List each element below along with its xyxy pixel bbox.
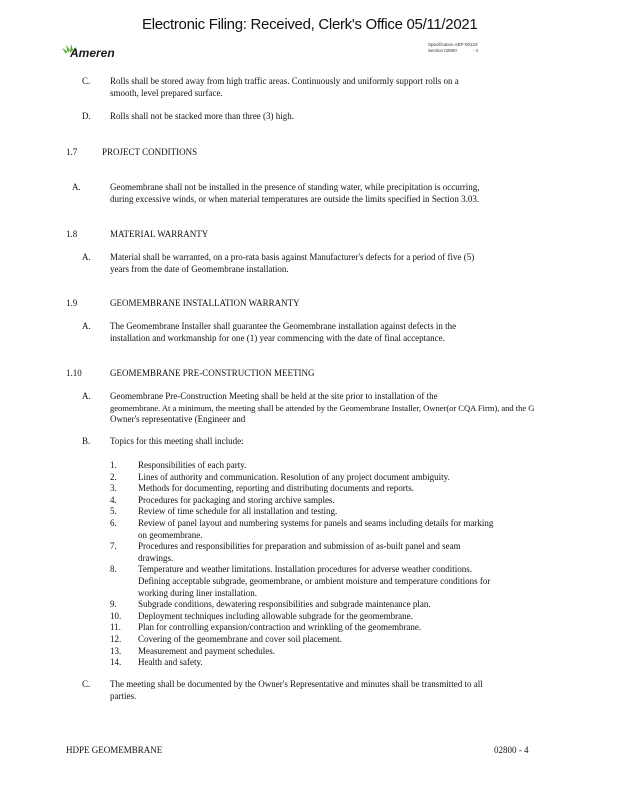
text-line: Geomembrane Pre-Construction Meeting shall be held at the site prior to installation of the: [110, 391, 438, 401]
topic-item: [138, 506, 337, 518]
topic-number: 5.: [110, 506, 117, 517]
item-text: [110, 391, 534, 426]
topic-line: Procedures for packaging and storing archive samples.: [138, 494, 335, 505]
topic-number: 10.: [110, 610, 122, 621]
item-text: [110, 76, 459, 99]
ameren-logo-text: Ameren: [70, 46, 115, 60]
section-title: MATERIAL WARRANTY: [110, 229, 209, 239]
section-title: PROJECT CONDITIONS: [102, 147, 198, 157]
item-letter: C.: [82, 679, 91, 689]
topic-line: on geomembrane.: [138, 529, 203, 540]
section-number: 1.10: [66, 368, 82, 378]
topic-item: [138, 657, 203, 669]
text-line: smooth, level prepared surface.: [110, 87, 223, 98]
topic-line: Defining acceptable subgrade, geomembrane, or ambient moisture and temperature conditions for: [138, 575, 491, 586]
footer-page-number: 02800 - 4: [494, 745, 529, 755]
topic-number: 2.: [110, 471, 117, 482]
topic-line: working during liner installation.: [138, 587, 257, 598]
topic-number: 1.: [110, 460, 117, 470]
topic-number: 7.: [110, 541, 117, 552]
topic-line: Responsibilities of each party.: [138, 460, 247, 470]
topic-line: Methods for documenting, reporting and distributing documents and reports.: [138, 483, 414, 494]
item-letter: A.: [82, 321, 91, 331]
topic-item: [138, 622, 421, 634]
topic-number: 3.: [110, 483, 117, 494]
topic-item: [138, 611, 413, 623]
topic-number: 12.: [110, 634, 122, 644]
text-line: during excessive winds, or when material temperatures are outside the limits specified in Section 3.03.: [110, 193, 480, 204]
topic-line: Deployment techniques including allowable subgrade for the geomembrane.: [138, 610, 413, 621]
item-letter: B.: [82, 436, 91, 446]
footer-title: HDPE GEOMEMBRANE: [66, 745, 163, 755]
item-letter: D.: [82, 111, 91, 121]
topic-line: Review of panel layout and numbering systems for panels and seams including details for marking: [138, 518, 494, 528]
section-number: 1.9: [66, 298, 78, 308]
topic-line: Covering of the geomembrane and cover soil placement.: [138, 634, 342, 644]
topic-line: Measurement and payment schedules.: [138, 645, 275, 656]
topic-line: Plan for controlling expansion/contraction and wrinkling of the geomembrane.: [138, 622, 422, 633]
topic-line: Lines of authority and communication. Resolution of any project document ambiguity.: [138, 471, 450, 482]
section-number: 1.7: [66, 147, 78, 157]
item-text: [110, 679, 483, 702]
item-letter: A.: [72, 182, 81, 192]
topic-line: drawings.: [138, 552, 174, 563]
text-line: Rolls shall be stored away from high traffic areas. Continuously and uniformly support rolls on a: [110, 76, 459, 86]
topic-item: [138, 564, 490, 599]
topic-number: 13.: [110, 645, 122, 656]
text-line: years from the date of Geomembrane installation.: [110, 263, 289, 274]
section-title: GEOMEMBRANE INSTALLATION WARRANTY: [110, 298, 300, 308]
topic-item: [138, 541, 461, 564]
item-letter: C.: [82, 76, 91, 86]
text-line: Owner's representative (Engineer and: [110, 414, 246, 425]
text-line: Geomembrane shall not be installed in the presence of standing water, while precipitation is occurring,: [110, 182, 480, 192]
item-text: Rolls shall not be stacked more than three (3) high.: [110, 111, 294, 121]
item-text: [110, 321, 456, 344]
topic-item: [138, 460, 246, 472]
text-line: geomembrane. At a minimum, the meeting shall be attended by the Geomembrane Installer, Owner(or CQA Firm), and the G: [110, 402, 535, 413]
topic-line: Subgrade conditions, dewatering responsibilities and subgrade maintenance plan.: [138, 599, 431, 610]
text-line: Material shall be warranted, on a pro-rata basis against Manufacturer's defects for a period of five (5): [110, 252, 475, 262]
topic-number: 14.: [110, 657, 122, 668]
topic-line: Health and safety.: [138, 657, 203, 668]
spec-page: - 4: [472, 48, 479, 53]
section-title: GEOMEMBRANE PRE-CONSTRUCTION MEETING: [110, 368, 315, 378]
text-line: installation and workmanship for one (1) year commencing with the date of final acceptance.: [110, 332, 445, 343]
topic-line: Temperature and weather limitations. Installation procedures for adverse weather conditions.: [138, 564, 472, 575]
topic-item: [138, 495, 335, 507]
topic-item: [138, 599, 431, 611]
section-number: 1.8: [66, 229, 78, 239]
item-text: [110, 252, 474, 275]
item-letter: A.: [82, 252, 91, 262]
topic-item: [138, 483, 414, 495]
topic-item: [138, 472, 450, 484]
item-text: [110, 182, 480, 205]
topic-number: 8.: [110, 564, 117, 575]
topic-item: [138, 518, 493, 541]
text-line: The Geomembrane Installer shall guarantee the Geomembrane installation against defects in the: [110, 321, 457, 331]
topic-number: 4.: [110, 494, 117, 505]
text-line: The meeting shall be documented by the Owner's Representative and minutes shall be transmitted to all: [110, 679, 483, 689]
spec-identifier: [428, 42, 478, 54]
topic-item: [138, 634, 342, 646]
text-line: parties.: [110, 690, 137, 701]
topic-item: [138, 646, 275, 658]
spec-line-1: Specification AEP-00123: [428, 42, 478, 47]
spec-line-2: Section 02800: [428, 48, 457, 53]
topic-number: 9.: [110, 599, 117, 610]
item-letter: A.: [82, 391, 91, 401]
topic-line: Review of time schedule for all installation and testing.: [138, 506, 338, 517]
topic-number: 6.: [110, 518, 117, 528]
electronic-filing-stamp: Electronic Filing: Received, Clerk's Office 05/11/2021: [142, 16, 478, 33]
item-text: Topics for this meeting shall include:: [110, 436, 244, 446]
topic-line: Procedures and responsibilities for preparation and submission of as-built panel and seam: [138, 541, 461, 552]
topic-number: 11.: [110, 622, 121, 633]
